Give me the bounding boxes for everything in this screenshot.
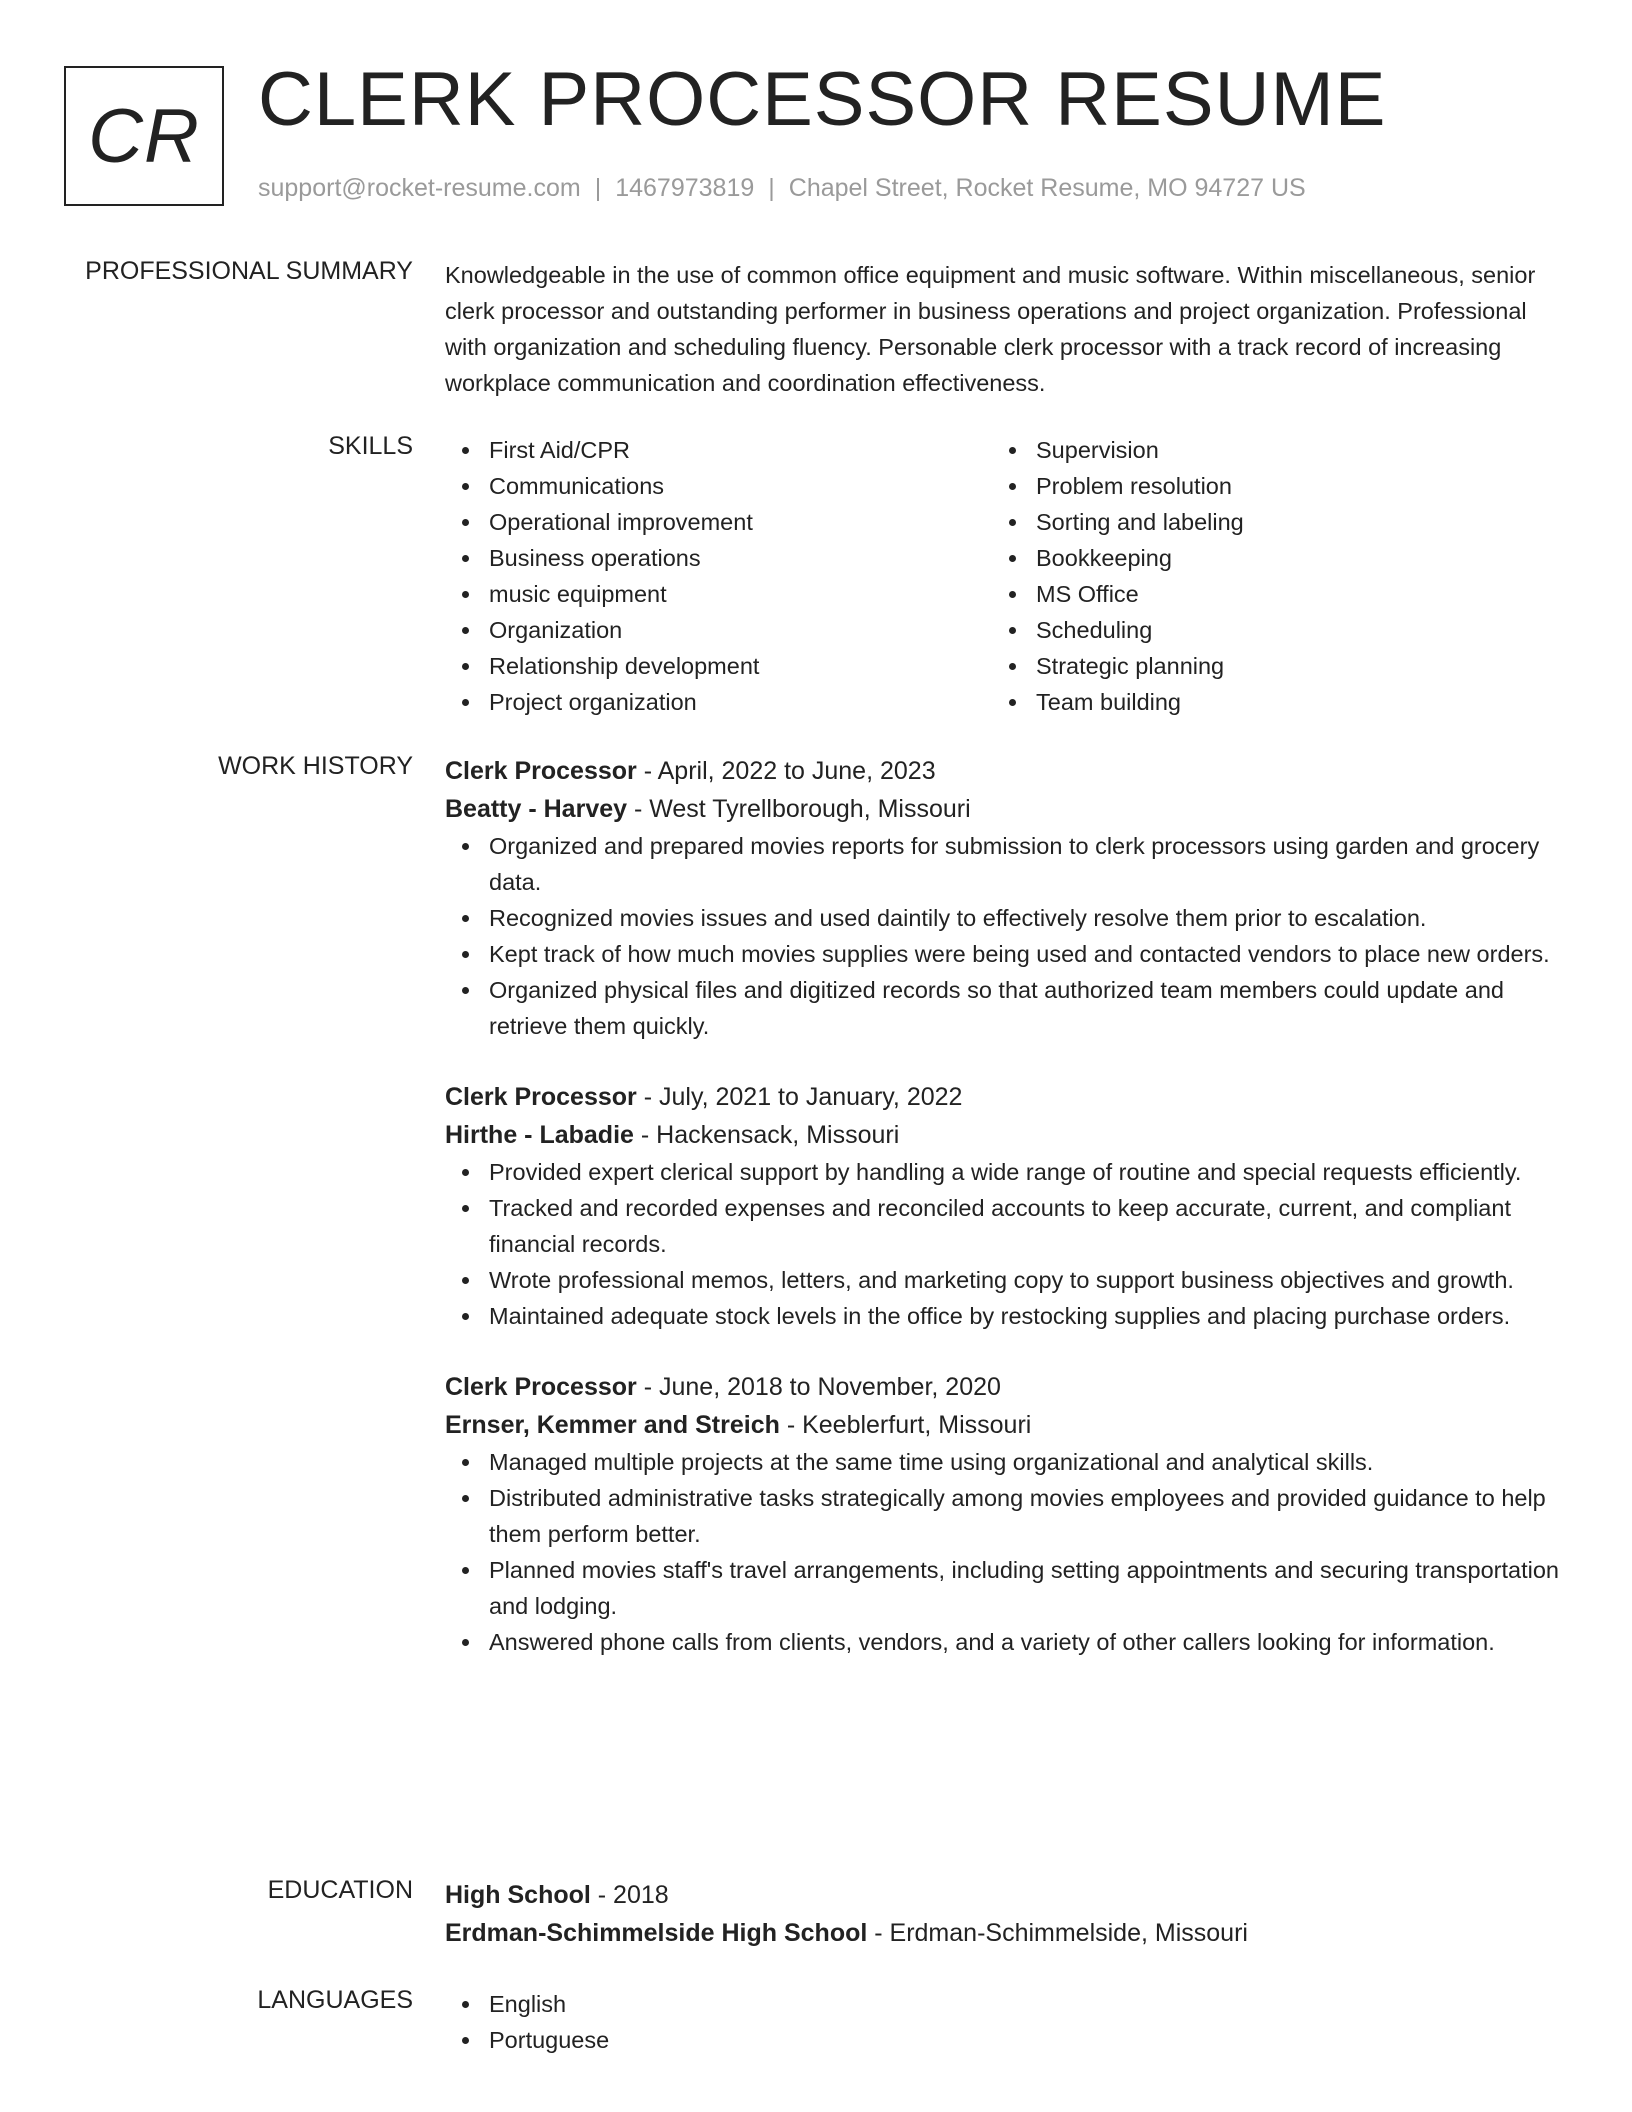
job-dates: - July, 2021 to January, 2022: [636, 1083, 963, 1111]
skills-list-right: [992, 432, 1539, 720]
education-school: Erdman-Schimmelside High School: [445, 1919, 868, 1947]
contact-separator: |: [768, 174, 775, 202]
education-location: - Erdman-Schimmelside, Missouri: [867, 1919, 1248, 1947]
job-dates: - June, 2018 to November, 2020: [636, 1373, 1001, 1401]
job-company: Beatty - Harvey: [445, 795, 628, 823]
job-entry: [445, 752, 1560, 1044]
job-title: Clerk Processor: [445, 1373, 637, 1401]
skill-item: Organization: [445, 612, 992, 648]
education-school-line: [445, 1914, 1560, 1952]
job-company: Ernser, Kemmer and Streich: [445, 1411, 780, 1439]
section-label-education: EDUCATION: [267, 1876, 413, 1904]
job-company-line: [445, 1406, 1560, 1444]
skill-item: music equipment: [445, 576, 992, 612]
skill-item: Problem resolution: [992, 468, 1539, 504]
skill-item: Communications: [445, 468, 992, 504]
work-history-body: [445, 752, 1560, 1660]
section-label-languages: LANGUAGES: [257, 1986, 413, 2014]
contact-email[interactable]: support@rocket-resume.com: [258, 174, 581, 202]
job-title-line: [445, 1368, 1560, 1406]
job-bullet: Provided expert clerical support by handling a wide range of routine and special requests efficiently.: [445, 1154, 1560, 1190]
skill-item: Project organization: [445, 684, 992, 720]
summary-text: Knowledgeable in the use of common office equipment and music software. Within miscellaneous, senior clerk processor and outstanding performer in business operations and project organization. Professional with organization and scheduling fluency. Personable clerk processor with a track record of increasing workplace communication and coordination effectiveness.: [445, 262, 1536, 396]
job-bullets: [445, 828, 1560, 1044]
skill-item: Scheduling: [992, 612, 1539, 648]
summary-body: [445, 257, 1560, 401]
job-bullets: [445, 1444, 1560, 1660]
contact-line: [258, 174, 1306, 203]
job-title-line: [445, 1078, 1560, 1116]
job-company: Hirthe - Labadie: [445, 1121, 634, 1149]
language-item: English: [445, 1986, 1560, 2022]
job-bullet: Managed multiple projects at the same time using organizational and analytical skills.: [445, 1444, 1560, 1480]
skill-item: Bookkeeping: [992, 540, 1539, 576]
job-location: - Keeblerfurt, Missouri: [779, 1411, 1032, 1439]
job-title: Clerk Processor: [445, 1083, 637, 1111]
section-label-work-history: WORK HISTORY: [218, 752, 413, 780]
contact-separator: |: [594, 174, 602, 202]
education-degree-line: [445, 1876, 1560, 1914]
languages-body: [445, 1986, 1560, 2058]
education-year: - 2018: [590, 1881, 669, 1909]
job-bullet: Wrote professional memos, letters, and marketing copy to support business objectives and growth.: [445, 1262, 1560, 1298]
job-title: Clerk Processor: [445, 757, 637, 785]
resume-title: CLERK PROCESSOR RESUME: [258, 57, 1387, 142]
section-label-skills: SKILLS: [328, 432, 413, 460]
job-bullet: Kept track of how much movies supplies were being used and contacted vendors to place new orders.: [445, 936, 1560, 972]
job-bullets: [445, 1154, 1560, 1334]
skill-item: Business operations: [445, 540, 992, 576]
education-degree: High School: [445, 1881, 591, 1909]
job-company-line: [445, 1116, 1560, 1154]
job-entry: [445, 1368, 1560, 1660]
skill-item: MS Office: [992, 576, 1539, 612]
section-label-summary: PROFESSIONAL SUMMARY: [85, 257, 413, 285]
job-bullet: Organized and prepared movies reports for submission to clerk processors using garden and grocery data.: [445, 828, 1560, 900]
skill-item: First Aid/CPR: [445, 432, 992, 468]
job-bullet: Distributed administrative tasks strategically among movies employees and provided guidance to help them perform better.: [445, 1480, 1560, 1552]
job-bullet: Organized physical files and digitized records so that authorized team members could update and retrieve them quickly.: [445, 972, 1560, 1044]
job-dates: - April, 2022 to June, 2023: [636, 757, 936, 785]
job-bullet: Planned movies staff's travel arrangements, including setting appointments and securing transportation and lodging.: [445, 1552, 1560, 1624]
skill-item: Supervision: [992, 432, 1539, 468]
job-entry: [445, 1078, 1560, 1334]
job-title-line: [445, 752, 1560, 790]
monogram-logo: CR: [64, 66, 224, 206]
job-company-line: [445, 790, 1560, 828]
contact-address: Chapel Street, Rocket Resume, MO 94727 US: [788, 174, 1306, 202]
job-location: - West Tyrellborough, Missouri: [627, 795, 971, 823]
skills-body: [445, 432, 1560, 720]
skill-item: Team building: [992, 684, 1539, 720]
languages-list: [445, 1986, 1560, 2058]
job-bullet: Answered phone calls from clients, vendors, and a variety of other callers looking for information.: [445, 1624, 1560, 1660]
skill-item: Sorting and labeling: [992, 504, 1539, 540]
skill-item: Strategic planning: [992, 648, 1539, 684]
skill-item: Relationship development: [445, 648, 992, 684]
job-location: - Hackensack, Missouri: [633, 1121, 900, 1149]
job-bullet: Maintained adequate stock levels in the office by restocking supplies and placing purchase orders.: [445, 1298, 1560, 1334]
skill-item: Operational improvement: [445, 504, 992, 540]
contact-phone[interactable]: 1467973819: [615, 174, 755, 202]
job-bullet: Recognized movies issues and used daintily to effectively resolve them prior to escalation.: [445, 900, 1560, 936]
job-bullet: Tracked and recorded expenses and reconciled accounts to keep accurate, current, and compliant financial records.: [445, 1190, 1560, 1262]
education-body: [445, 1876, 1560, 1952]
skills-list-left: [445, 432, 992, 720]
language-item: Portuguese: [445, 2022, 1560, 2058]
